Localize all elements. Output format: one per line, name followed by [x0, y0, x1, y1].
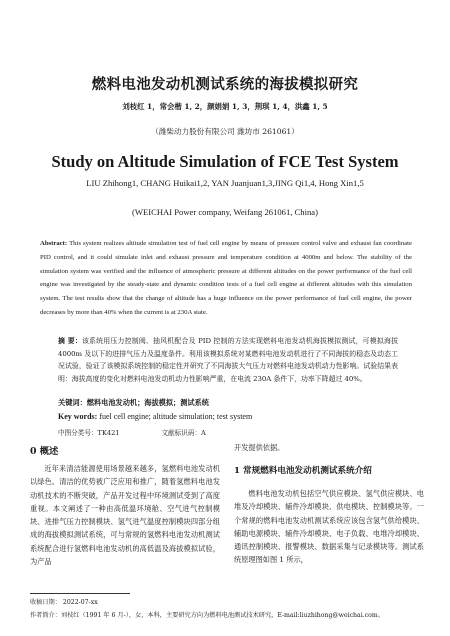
- chinese-abstract-label: 摘 要：: [58, 337, 82, 345]
- english-abstract: [40, 237, 412, 320]
- chinese-abstract-text: 该系统用压力控制阀、抽风机配合及 PID 控制的方法实现燃料电池发动机海拔模拟测试，可模拟海拔 4000m 及以下的进排气压力及温度条件。利用该模拟系统对某燃料电池发动机进行了不同海拔的稳态及动态工况试验，验证了该模拟系统控制的稳定性并研究了不同海拔大气压力对燃料电池发动机动力性影响。试验结果表明：海拔高度的变化对燃料电池发动机动力性影响严重，在电流 230A 条件下，功率下降超过 40%。: [58, 337, 398, 383]
- classification-line: [58, 427, 398, 437]
- english-affiliation: (WEICHAI Power company, Weifang 261061, China): [132, 207, 318, 217]
- footnote-divider: [30, 593, 130, 594]
- chinese-title: 燃料电池发动机测试系统的海拔模拟研究: [91, 76, 359, 93]
- footnote-author-bio: 作者简介：刘枝红（1991 年 6 月-），女，本科，主要研究方向为燃料电池测试技术研究，E-mail:liuzhihong@weichai.com。: [30, 612, 384, 619]
- english-title: Study on Altitude Simulation of FCE Test System: [51, 152, 399, 171]
- english-keywords: [58, 412, 398, 421]
- right-column-continuation: 开发提供依据。: [234, 443, 285, 452]
- chinese-keywords-text: 燃料电池发动机；海拔模拟；测试系统: [86, 398, 209, 407]
- english-authors: LIU Zhihong1, CHANG Huikai1,2, YAN Juanjuan1,3,JING Qi1,4, Hong Xin1,5: [86, 178, 364, 188]
- chinese-keywords: [58, 398, 398, 408]
- chinese-affiliation: （潍柴动力股份有限公司 潍坊市 261061）: [151, 127, 299, 136]
- classification-number: 中图分类号：TK421: [58, 429, 120, 437]
- section-0-body: 近年来清洁能源使用场景越来越多，氢燃料电池发动机以绿色、清洁的优势被广泛应用和推广，随着氢燃料电池发动机技术的不断突破，产品开发过程中环境测试受到了高度重视。本文阐述了一种由高低温环境舱、空气进气控制模块、进排气压力控制模块、氢气进气温度控制模块四部分组成的海拔模拟测试系统，可与常规的氢燃料电池发动机测试系统配合进行氢燃料电池发动机的高低温及海拔模拟试验，为产品: [30, 464, 220, 567]
- chinese-keywords-label: 关键词：: [58, 398, 87, 407]
- chinese-authors: 刘枝红 1，常会楷 1, 2，颜娟娟 1, 3，荆琪 1, 4，洪鑫 1, 5: [122, 102, 328, 111]
- footnote-received-date: 收稿日期： 2022-07-xx: [30, 599, 98, 606]
- document-code: 文献标识码：A: [161, 429, 206, 437]
- chinese-abstract: [58, 335, 398, 385]
- section-0-heading: 0 概述: [30, 446, 59, 457]
- abstract-text: This system realizes altitude simulation test of fuel cell engine by means of pressure control valve and exhaust fan coordinate PID control, and it could simulate inlet and exhaust pressure and temperature condition at 4000m and below. The stability of the simulation system was verified and the influence of atmospheric pressure at different altitudes on the power performance of the fuel cell engine was investigated by the steady-state and dynamic condition tests of a fuel cell engine at different altitudes with this simulation system. The test results show that the change of altitude has a huge influence on the power performance of fuel cell engine, the power decreases by more than 40% when the current is at 230A state.: [40, 240, 412, 316]
- section-1-body: 燃料电池发动机包括空气供应模块、氢气供应模块、电堆及冷却模块、辅件冷却模块、供电模块、控制模块等。一个常规的燃料电池发动机测试系统应该包含氢气供给模块、辅助电源模块、辅件冷却模块、电子负载、电堆冷却模块、通讯控制模块、报警模块、数据采集与记录模块等。测试系统原理图如图 1 所示，: [234, 489, 424, 565]
- english-keywords-text: fuel cell engine; altitude simulation; test system: [97, 412, 253, 421]
- abstract-label: Abstract:: [40, 240, 68, 247]
- english-keywords-label: Key words:: [58, 412, 98, 421]
- section-1-heading: 1 常规燃料电池发动机测试系统介绍: [234, 466, 372, 476]
